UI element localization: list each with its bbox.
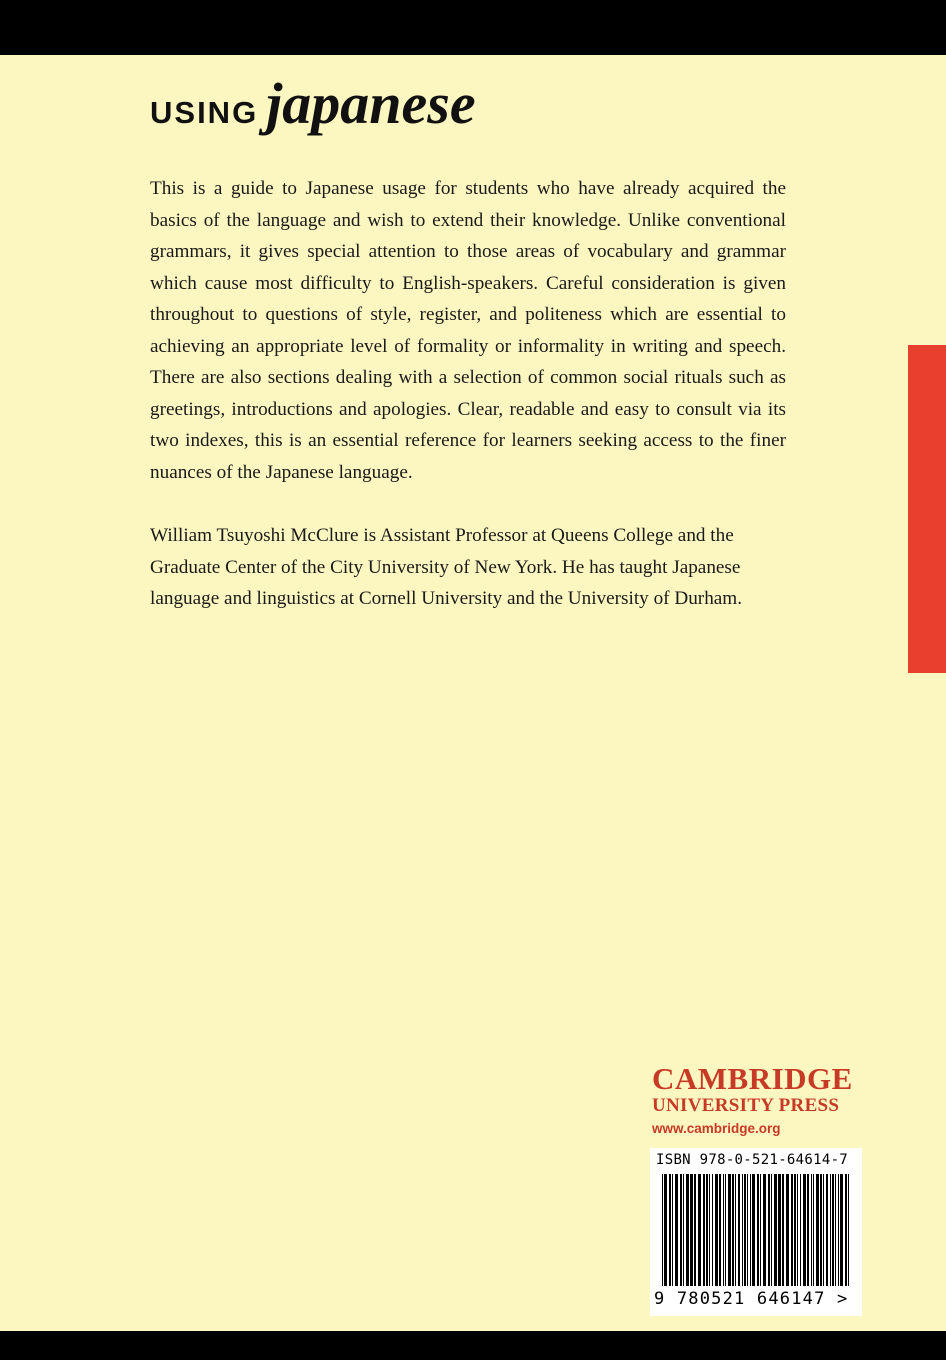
barcode-bar (719, 1174, 721, 1286)
barcode-bar (725, 1174, 726, 1286)
barcode-bar (760, 1174, 761, 1286)
publisher-subtitle: UNIVERSITY PRESS (652, 1095, 840, 1116)
barcode-bar (835, 1174, 836, 1286)
barcode-bar (669, 1174, 671, 1286)
barcode-bar (742, 1174, 743, 1286)
barcode-bar (706, 1174, 708, 1286)
barcode-bar (786, 1174, 789, 1286)
barcode-bar (823, 1174, 824, 1286)
publisher-name: CAMBRIDGE (652, 1061, 853, 1096)
barcode-bar (715, 1174, 718, 1286)
barcode-bar (838, 1174, 839, 1286)
barcode-bars (650, 1172, 862, 1290)
barcode-bar (709, 1174, 710, 1286)
barcode-bar (735, 1174, 736, 1286)
bottom-border (0, 1331, 946, 1360)
barcode-bar (811, 1174, 812, 1286)
barcode-digits: 9 780521 646147 > (654, 1289, 849, 1309)
barcode-bar (774, 1174, 777, 1286)
barcode-bar (763, 1174, 766, 1286)
publisher-url: www.cambridge.org (652, 1121, 781, 1136)
title-using: USING (150, 95, 259, 130)
barcode-bar (840, 1174, 843, 1286)
barcode-bar (712, 1174, 713, 1286)
barcode-bar (813, 1174, 814, 1286)
barcode-bar (797, 1174, 798, 1286)
barcode-bar (768, 1174, 770, 1286)
isbn-barcode (650, 1148, 862, 1316)
title-japanese: japanese (266, 71, 476, 136)
barcode-bar (830, 1174, 831, 1286)
barcode-bar (778, 1174, 781, 1286)
barcode-bar (791, 1174, 793, 1286)
barcode-bar (690, 1174, 693, 1286)
barcode-bar (698, 1174, 701, 1286)
barcode-bar (845, 1174, 847, 1286)
barcode-bar (728, 1174, 731, 1286)
barcode-bar (738, 1174, 740, 1286)
barcode-bar (771, 1174, 772, 1286)
barcode-bar (723, 1174, 724, 1286)
barcode-bar (664, 1174, 667, 1286)
barcode-bar (732, 1174, 734, 1286)
barcode-bar (744, 1174, 746, 1286)
barcode-bar (803, 1174, 806, 1286)
barcode-bar (675, 1174, 678, 1286)
barcode-bar (782, 1174, 784, 1286)
barcode-bar (848, 1174, 849, 1286)
barcode-bar (703, 1174, 705, 1286)
barcode-bar (750, 1174, 751, 1286)
barcode-bar (832, 1174, 834, 1286)
barcode-bar (694, 1174, 696, 1286)
publisher-logo (652, 1063, 872, 1139)
book-description: This is a guide to Japanese usage for students who have already acquired the basics of the language and wish to extend their knowledge. Unlike conventional grammars, it gives special attention to those areas of vocabulary and grammar which cause most difficulty to English-speakers. Careful consideration is given throughout to questions of style, register, and politeness which are essential to achieving an appropriate level of formality or informality in writing and speech. There are also sections dealing with a selection of common social rituals such as greetings, introductions and apologies. Clear, readable and easy to consult via its two indexes, this is an essential reference for learners seeking access to the finer nuances of the Japanese language. (150, 178, 786, 483)
barcode-bar (662, 1174, 663, 1286)
barcode-bar (807, 1174, 809, 1286)
barcode-bar (686, 1174, 689, 1286)
barcode-bar (800, 1174, 801, 1286)
barcode-bar (752, 1174, 755, 1286)
barcode-bar (826, 1174, 828, 1286)
barcode-bar (794, 1174, 796, 1286)
barcode-bar (757, 1174, 759, 1286)
barcode-bar (683, 1174, 684, 1286)
barcode-bar (747, 1174, 748, 1286)
barcode-bar (672, 1174, 673, 1286)
author-bio: William Tsuyoshi McClure is Assistant Professor at Queens College and the Graduate Center of the City University of New York. He has taught Japanese language and linguistics at Cornell University and the University of Durham. (150, 525, 743, 609)
isbn-label: ISBN 978-0-521-64614-7 (656, 1152, 849, 1168)
barcode-bar (816, 1174, 819, 1286)
barcode-bar (820, 1174, 822, 1286)
book-title (150, 70, 476, 137)
barcode-bar (680, 1174, 682, 1286)
red-edge-tab (908, 345, 946, 673)
